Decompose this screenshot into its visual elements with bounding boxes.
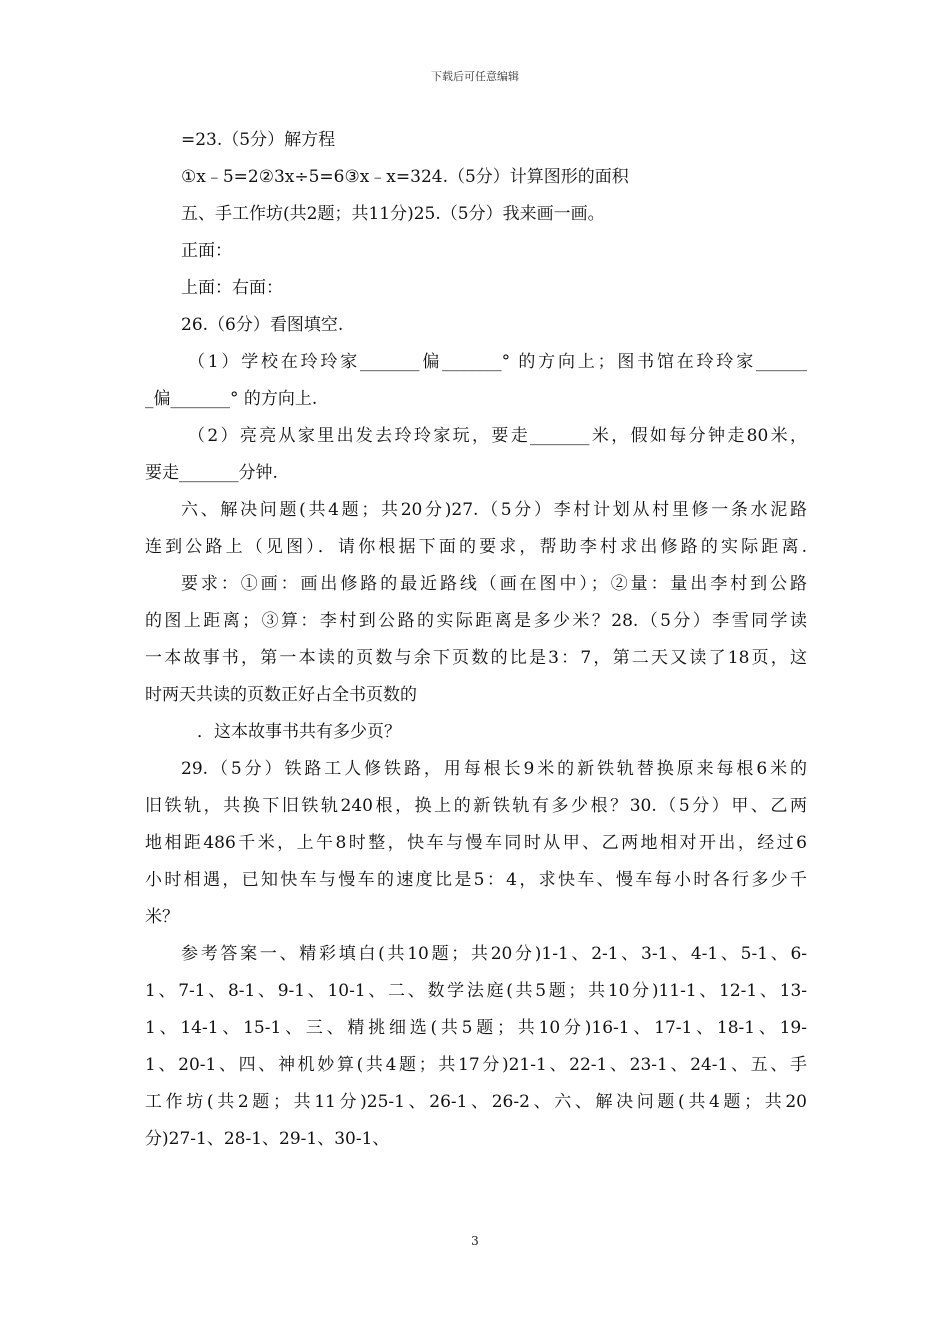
answer-key-line: 1、7-1、8-1、9-1、10-1、二、数学法庭(共5题；共10分)11-1、12-1、13- — [145, 981, 807, 1001]
answer-key-line-end: 分)27-1、28-1、29-1、30-1、 — [145, 1129, 390, 1149]
text-line-front: 正面： — [181, 241, 232, 261]
question-26-part-1: （1）学校在玲玲家_______偏_______° 的方向上；图书馆在玲玲家______ — [188, 352, 807, 372]
question-28-text: 一本故事书，第一本读的页数与余下页数的比是3：7，第二天又读了18页，这 — [145, 648, 807, 668]
answer-key-line: 1、20-1、四、神机妙算(共4题；共17分)21-1、22-1、23-1、24-1、五、手 — [145, 1055, 807, 1075]
page-number: 3 — [471, 1234, 479, 1248]
answer-key-line: 工作坊(共2题；共11分)25-1、26-1、26-2、六、解决问题(共4题；共20 — [145, 1092, 807, 1112]
section-heading-problems: 六、解决问题(共4题；共20分)27.（5分）李村计划从村里修一条水泥路 — [181, 500, 807, 520]
question-30-text: 地相距486千米，上午8时整，快车与慢车同时从甲、乙两地相对开出，经过6 — [145, 833, 807, 853]
question-30-text-cont: 小时相遇，已知快车与慢车的速度比是5：4，求快车、慢车每小时各行多少千 — [145, 870, 807, 890]
text-line-equation-intro: =23.（5分）解方程 — [181, 130, 336, 150]
question-30-start: 旧铁轨，共换下旧铁轨240根，换上的新铁轨有多少根？30.（5分）甲、乙两 — [145, 796, 807, 816]
answer-key-line: 1、14-1、15-1、三、精挑细选(共5题；共10分)16-1、17-1、18-1、19- — [145, 1018, 807, 1038]
document-body — [145, 122, 807, 1158]
page-header-note: 下载后可任意编辑 — [431, 70, 519, 83]
question-28-start: 的图上距离；③算：李村到公路的实际距离是多少米？28.（5分）李雪同学读 — [145, 611, 807, 631]
question-26-part-2: （2）亮亮从家里出发去玲玲家玩，要走_______米，假如每分钟走80米， — [188, 426, 807, 446]
question-26-part-1-cont: _偏_______° 的方向上. — [145, 389, 318, 409]
answer-key-heading: 参考答案一、精彩填白(共10题；共20分)1-1、2-1、3-1、4-1、5-1、6- — [181, 944, 807, 964]
section-heading-craft: 五、手工作坊(共2题；共11分)25.（5分）我来画一画。 — [181, 204, 605, 224]
question-29-text: 29.（5分）铁路工人修铁路，用每根长9米的新铁轨替换原来每根6米的 — [181, 759, 807, 779]
question-27-text: 连到公路上（见图）．请你根据下面的要求，帮助李村求出修路的实际距离. — [145, 537, 807, 557]
question-26-heading: 26.（6分）看图填空. — [181, 315, 344, 335]
text-line-equations: ①x﹣5=2②3x÷5=6③x﹣x=324.（5分）计算图形的面积 — [181, 167, 629, 187]
question-30-end: 米？ — [145, 907, 179, 927]
text-line-top-right: 上面：右面： — [181, 278, 283, 298]
question-28-question: ．这本故事书共有多少页？ — [197, 722, 401, 742]
question-27-requirements: 要求：①画：画出修路的最近路线（画在图中）；②量：量出李村到公路 — [181, 574, 807, 594]
question-26-part-2-cont: 要走_______分钟. — [145, 463, 278, 483]
question-28-text-cont: 时两天共读的页数正好占全书页数的 — [145, 685, 417, 705]
